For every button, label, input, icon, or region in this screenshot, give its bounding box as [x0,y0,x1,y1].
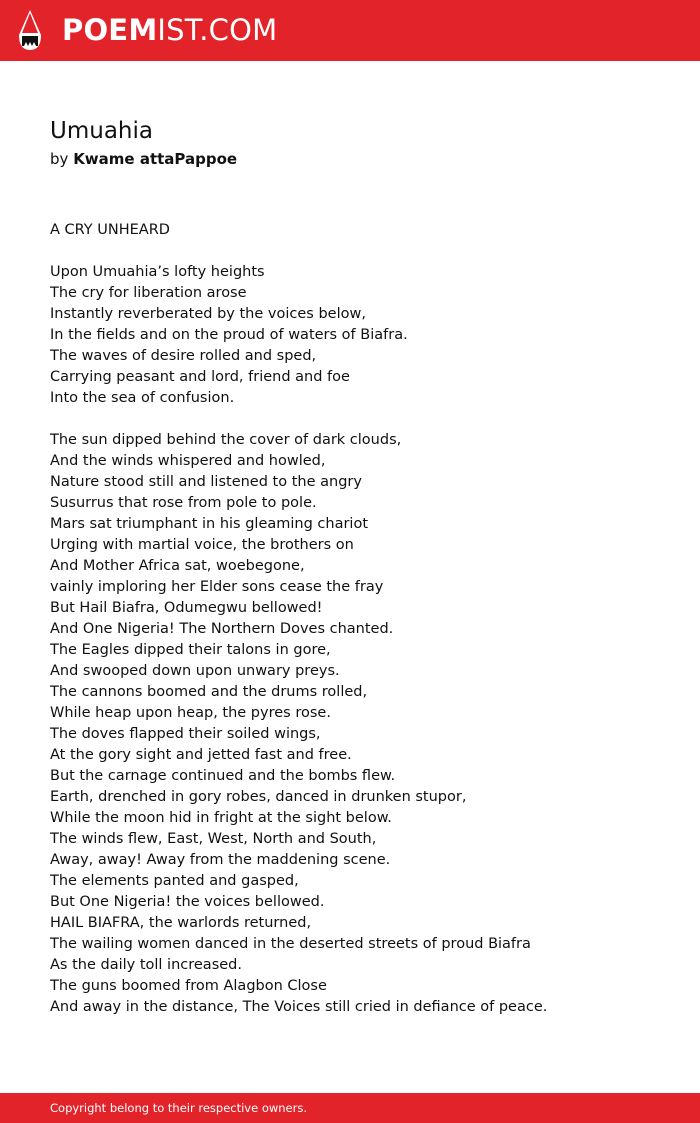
by-label: by [50,150,69,168]
poem-line: The doves flapped their soiled wings, [50,726,321,742]
poem-line: The wailing women danced in the deserted streets of proud Biafra [50,936,531,952]
poem-line: In the fields and on the proud of waters of Biafra. [50,327,408,343]
poem-line: While heap upon heap, the pyres rose. [50,705,331,721]
site-logo-text[interactable] [62,13,277,47]
poem-content [50,115,670,1039]
poem-line: The cry for liberation arose [50,285,247,301]
brand-light: IST.COM [157,13,278,47]
poem-line: And away in the distance, The Voices still cried in defiance of peace. [50,999,548,1015]
poem-line: At the gory sight and jetted fast and free. [50,747,352,763]
poem-line: Susurrus that rose from pole to pole. [50,495,317,511]
copyright-text: Copyright belong to their respective owners. [50,1101,308,1115]
poem-line: Upon Umuahia’s lofty heights [50,264,265,280]
poem-line: The Eagles dipped their talons in gore, [50,642,331,658]
site-footer [0,1093,700,1123]
poem-line: Urging with martial voice, the brothers on [50,537,354,553]
poem-stanza [50,220,670,241]
poem-line: The waves of desire rolled and sped, [50,348,317,364]
poem-line: And the winds whispered and howled, [50,453,326,469]
poem-line: Away, away! Away from the maddening scene. [50,852,391,868]
poem-line: The guns boomed from Alagbon Close [50,978,327,994]
poem-line: A CRY UNHEARD [50,222,170,238]
poem-stanza [50,430,670,1018]
poem-line: And Mother Africa sat, woebegone, [50,558,305,574]
brand-bold: POEM [62,13,158,47]
poem-line: But One Nigeria! the voices bellowed. [50,894,325,910]
poem-line: Carrying peasant and lord, friend and foe [50,369,350,385]
poem-line: Earth, drenched in gory robes, danced in drunken stupor, [50,789,467,805]
poem-line: While the moon hid in fright at the sight below. [50,810,392,826]
poem-line: The winds flew, East, West, North and South, [50,831,377,847]
poem-author: Kwame attaPappoe [73,150,238,168]
poem-line: HAIL BIAFRA, the warlords returned, [50,915,312,931]
poem-line: The cannons boomed and the drums rolled, [50,684,368,700]
poem-line: The elements panted and gasped, [50,873,299,889]
poem-body [50,220,670,1018]
poem-line: And swooped down upon unwary preys. [50,663,340,679]
poem-line: But the carnage continued and the bombs flew. [50,768,396,784]
poem-byline [50,148,670,170]
poem-line: But Hail Biafra, Odumegwu bellowed! [50,600,323,616]
site-header [0,0,700,61]
poem-line: As the daily toll increased. [50,957,242,973]
poem-line: The sun dipped behind the cover of dark clouds, [50,432,402,448]
pencil-tip-icon[interactable] [17,9,43,52]
poem-line: Nature stood still and listened to the angry [50,474,362,490]
poem-title: Umuahia [50,118,153,144]
poem-line: Instantly reverberated by the voices below, [50,306,366,322]
poem-line: Mars sat triumphant in his gleaming chariot [50,516,369,532]
poem-line: And One Nigeria! The Northern Doves chanted. [50,621,394,637]
poem-stanza [50,262,670,409]
poem-line: Into the sea of confusion. [50,390,235,406]
poem-line: vainly imploring her Elder sons cease the fray [50,579,384,595]
